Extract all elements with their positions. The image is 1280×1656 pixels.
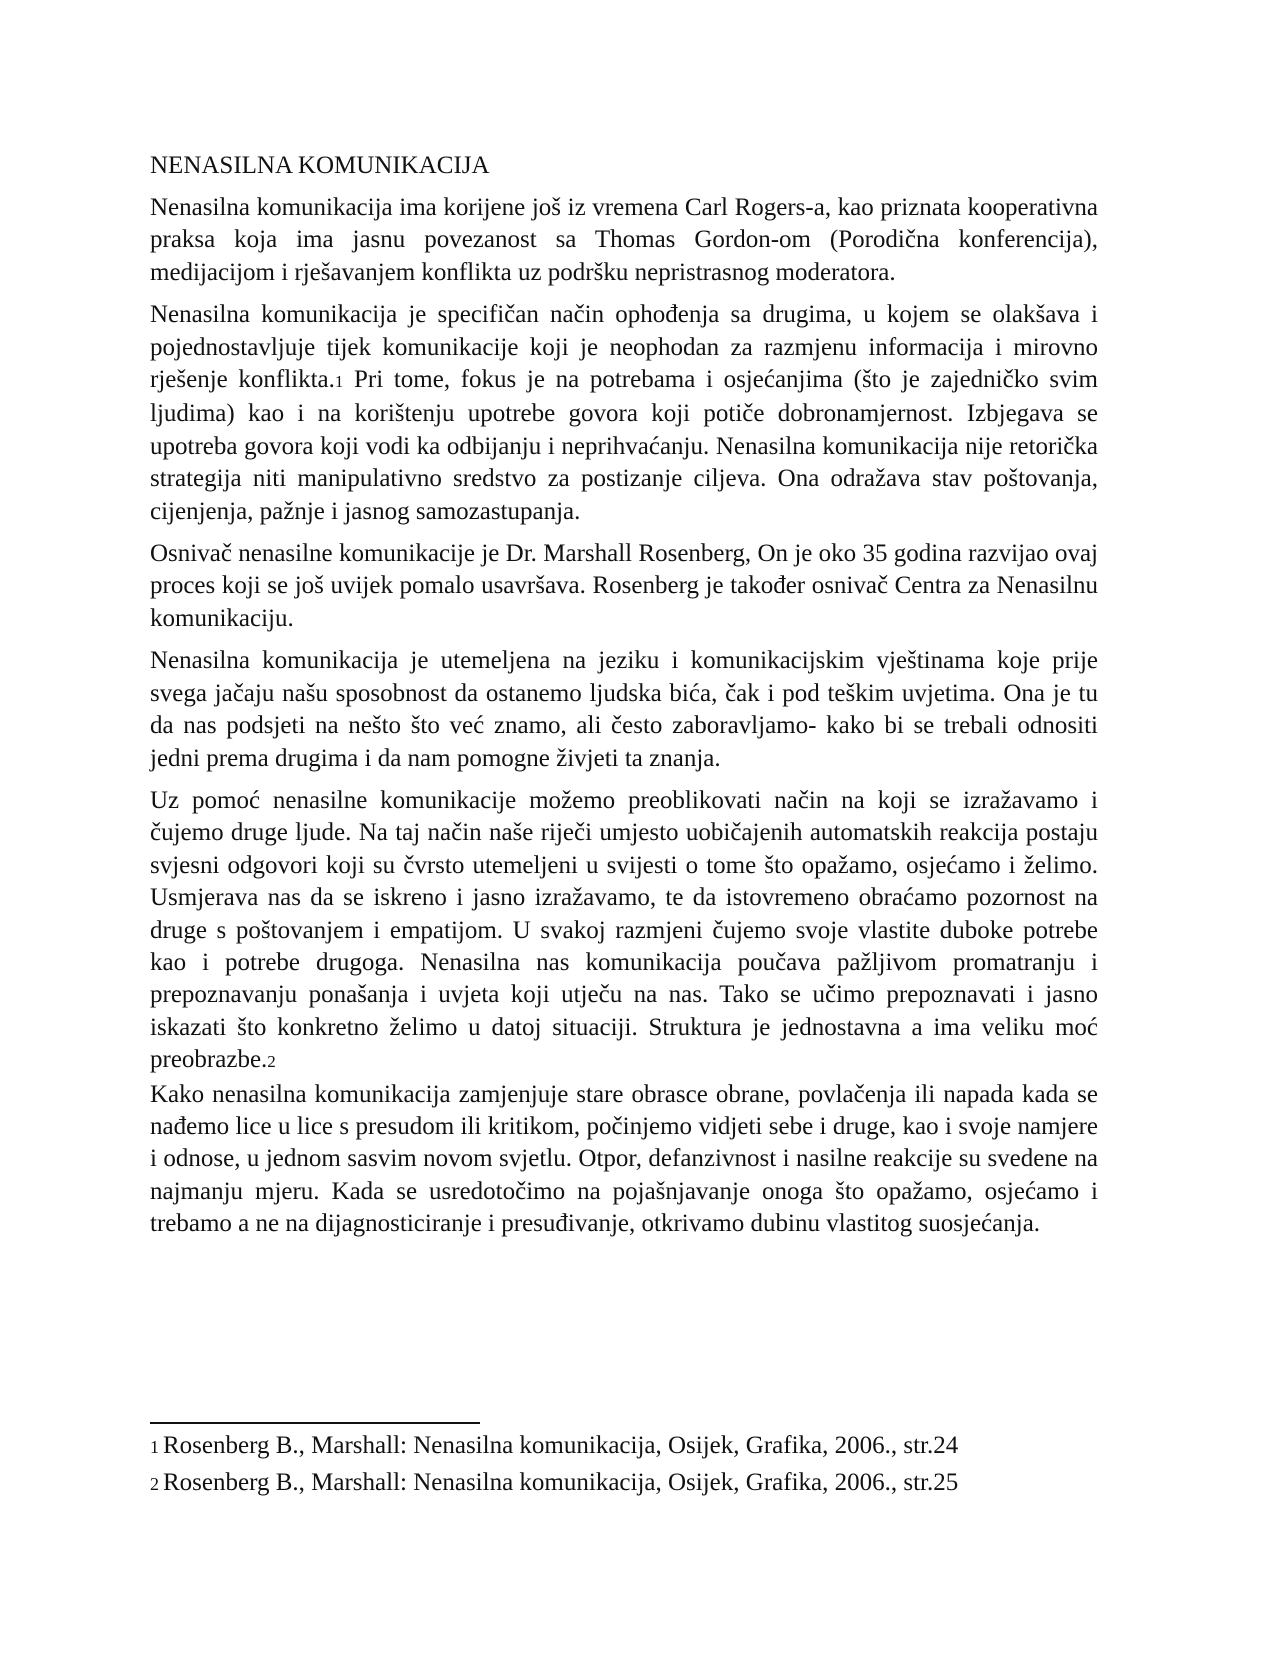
paragraph-4 (150, 645, 1098, 775)
paragraph-5 (150, 785, 1098, 1079)
footnote-2 (150, 1465, 1098, 1502)
paragraph-5-text-before: Uz pomoć nenasilne komunikacije možemo preoblikovati način na koji se izražavamo i čujemo druge ljude. Na taj način naše riječi umjesto uobičajenih automatskih reakcija postaju svjesni odgovori koji su čvrsto utemeljeni u svijesti o tome što opažamo, osjećamo i želimo. Usmjerava nas da se iskreno i jasno izražavamo, te da istovremeno obraćamo pozornost na druge s poštovanjem i empatijom. U svakoj razmjeni čujemo svoje vlastite duboke potrebe kao i potrebe drugoga. Nenasilna nas komunikacija poučava pažljivom promatranju i prepoznavanju ponašanja i uvjeta koji utječu na nas. Tako se učimo prepoznavati i jasno iskazati što konkretno želimo u datoj situaciji. Struktura je jednostavna a ima veliku moć preobrazbe. (150, 786, 1098, 1074)
paragraph-2 (150, 299, 1098, 528)
footnote-ref-2: 2 (267, 1052, 276, 1072)
footnote-1 (150, 1428, 1098, 1465)
footnote-2-text: Rosenberg B., Marshall: Nenasilna komunikacija, Osijek, Grafika, 2006., str.25 (163, 1469, 959, 1496)
footnote-1-text: Rosenberg B., Marshall: Nenasilna komunikacija, Osijek, Grafika, 2006., str.24 (163, 1432, 959, 1459)
footnote-1-number: 1 (150, 1437, 159, 1457)
footnote-ref-1: 1 (334, 372, 344, 392)
paragraph-6 (150, 1079, 1098, 1241)
paragraph-1 (150, 192, 1098, 289)
footnotes-section (150, 1422, 1098, 1502)
paragraph-2-text-after: Pri tome, fokus je na potrebama i osjećanjima (što je zajedničko svim ljudima) kao i na korištenju upotrebe govora koji potiče dobronamjernost. Izbjegava se upotreba govora koji vodi ka odbijanju i neprihvaćanju. Nenasilna komunikacija nije retorička strategija niti manipulativno sredstvo za postizanje ciljeva. Ona odražava stav poštovanja, cijenjenja, pažnje i jasnog samozastupanja. (150, 366, 1098, 525)
paragraph-2-text-before: Nenasilna komunikacija je specifičan način ophođenja sa drugima, u kojem se olakšava i pojednostavljuje tijek komunikacije koji je neophodan za razmjenu informacija i mirovno rješenje konflikta. (150, 301, 1098, 394)
footnote-2-number: 2 (150, 1474, 159, 1494)
paragraph-4-text: Nenasilna komunikacija je utemeljena na jeziku i komunikacijskim vještinama koje prije svega jačaju našu sposobnost da ostanemo ljudska bića, čak i pod teškim uvjetima. Ona je tu da nas podsjeti na nešto što već znamo, ali često zaboravljamo- kako bi se trebali odnositi jedni prema drugima i da nam pomogne živjeti ta znanja. (150, 647, 1098, 772)
paragraph-3-text: Osnivač nenasilne komunikacije je Dr. Marshall Rosenberg, On je oko 35 godina razvijao ovaj proces koji se još uvijek pomalo usavršava. Rosenberg je također osnivač Centra za Nenasilnu komunikaciju. (150, 540, 1098, 632)
document-title: NENASILNA KOMUNIKACIJA (150, 152, 490, 179)
paragraph-6-text: Kako nenasilna komunikacija zamjenjuje stare obrasce obrane, povlačenja ili napada kada se nađemo lice u lice s presudom ili kritikom, počinjemo vidjeti sebe i druge, kao i svoje namjere i odnose, u jednom sasvim novom svjetlu. Otpor, defanzivnost i nasilne reakcije su svedene na najmanju mjeru. Kada se usredotočimo na pojašnjavanje onoga što opažamo, osjećamo i trebamo a ne na dijagnosticiranje i presuđivanje, otkrivamo dubinu vlastitog suosjećanja. (150, 1080, 1098, 1238)
paragraph-1-text: Nenasilna komunikacija ima korijene još iz vremena Carl Rogers-a, kao priznata kooperativna praksa koja ima jasnu povezanost sa Thomas Gordon-om (Porodična konferencija), medijacijom i rješavanjem konflikta uz podršku nepristrasnog moderatora. (150, 194, 1098, 286)
document-body (150, 150, 1098, 1251)
paragraph-3 (150, 538, 1098, 635)
footnote-separator (150, 1422, 480, 1424)
